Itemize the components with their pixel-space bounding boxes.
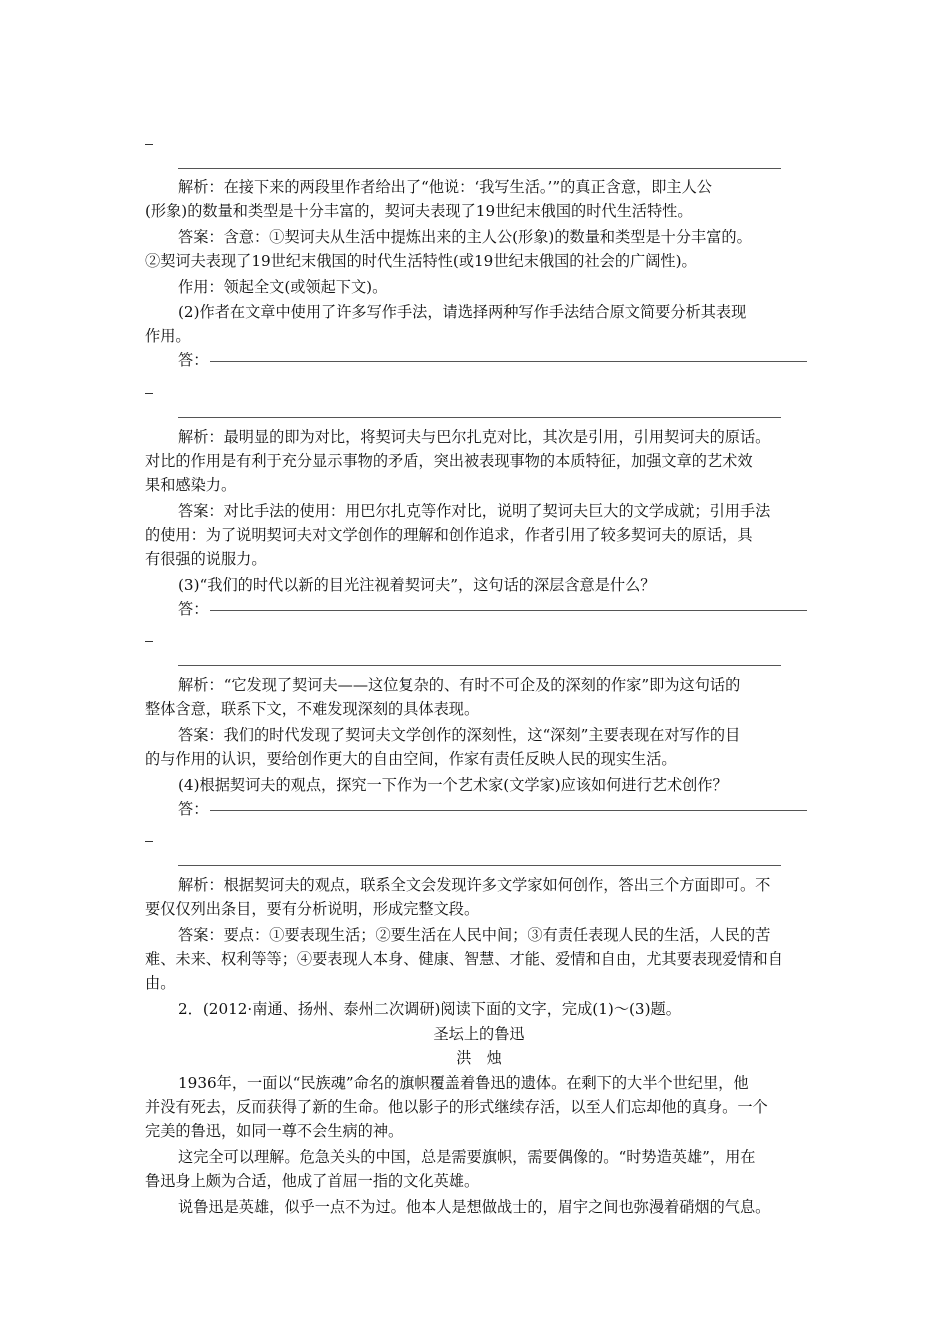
answer-line-stub [145, 393, 153, 394]
q2-analysis-line-2: 对比的作用是有利于充分显示事物的矛盾，突出被表现事物的本质特征，加强文章的艺术效 [145, 452, 753, 470]
q3-answer-field[interactable] [178, 597, 813, 621]
answer-line [178, 865, 781, 866]
article-para-line-4: 这完全可以理解。危急关头的中国，总是需要旗帜，需要偶像的。“时势造英雄”，用在 [178, 1148, 756, 1166]
q2-question-line-2: 作用。 [145, 327, 191, 345]
q4-analysis-line-1: 解析：根据契诃夫的观点，联系全文会发现许多文学家如何创作，答出三个方面即可。不 [178, 876, 771, 894]
q2-answer-blank [210, 361, 807, 362]
q3-answer-line-2: 的与作用的认识，要给创作更大的自由空间，作家有责任反映人民的现实生活。 [145, 750, 677, 768]
q1-effect: 作用：领起全文(或领起下文)。 [178, 278, 388, 296]
answer-line [178, 417, 781, 418]
q2-answer-line-3: 有很强的说服力。 [145, 550, 267, 568]
article-para-line-5: 鲁迅身上颇为合适，他成了首屈一指的文化英雄。 [145, 1172, 480, 1190]
q3-answer-line-1: 答案：我们的时代发现了契诃夫文学创作的深刻性，这“深刻”主要表现在对写作的目 [178, 726, 741, 744]
q3-answer-label: 答： [178, 600, 209, 618]
q1-answer-line-2: ②契诃夫表现了19世纪末俄国的时代生活特性(或19世纪末俄国的社会的广阔性)。 [145, 252, 697, 270]
answer-line-stub [145, 641, 153, 642]
q2-answer-line-2: 的使用：为了说明契诃夫对文学创作的理解和创作追求，作者引用了较多契诃夫的原话，具 [145, 526, 753, 544]
q3-analysis-line-1: 解析：“它发现了契诃夫——这位复杂的、有时不可企及的深刻的作家”即为这句话的 [178, 676, 741, 694]
q1-analysis-line-2: (形象)的数量和类型是十分丰富的，契诃夫表现了19世纪末俄国的时代生活特性。 [145, 202, 693, 220]
answer-line [178, 168, 781, 169]
article-para-line-3: 完美的鲁迅，如同一尊不会生病的神。 [145, 1122, 404, 1140]
q4-answer-line-1: 答案：要点：①要表现生活；②要生活在人民中间；③有责任表现人民的生活，人民的苦 [178, 926, 771, 944]
article-para-line-6: 说鲁迅是英雄，似乎一点不为过。他本人是想做战士的，眉宇之间也弥漫着硝烟的气息。 [178, 1198, 771, 1216]
answer-line [178, 665, 781, 666]
q4-answer-field[interactable] [178, 797, 813, 821]
q3-answer-blank [210, 610, 807, 611]
article-title: 圣坛上的鲁迅 [433, 1025, 525, 1043]
q2-answer-field[interactable] [178, 348, 813, 372]
q2-answer-label: 答： [178, 351, 209, 369]
q2-answer-line-1: 答案：对比手法的使用：用巴尔扎克等作对比，说明了契诃夫巨大的文学成就；引用手法 [178, 502, 771, 520]
article-para-line-1: 1936年，一面以“民族魂”命名的旗帜覆盖着鲁迅的遗体。在剩下的大半个世纪里，他 [178, 1074, 749, 1092]
q3-question: (3)“我们的时代以新的目光注视着契诃夫”，这句话的深层含意是什么？ [178, 576, 656, 594]
q4-answer-blank [210, 810, 807, 811]
q1-analysis-line-1: 解析：在接下来的两段里作者给出了“他说：‘我写生活。’”的真正含意，即主人公 [178, 178, 712, 196]
article-author: 洪 烛 [456, 1049, 502, 1067]
article-para-line-2: 并没有死去，反而获得了新的生命。他以影子的形式继续存活，以至人们忘却他的真身。一个 [145, 1098, 768, 1116]
q4-analysis-line-2: 要仅仅列出条目，要有分析说明，形成完整文段。 [145, 900, 480, 918]
q3-analysis-line-2: 整体含意，联系下文，不难发现深刻的具体表现。 [145, 700, 480, 718]
section2-intro: 2．(2012·南通、扬州、泰州二次调研)阅读下面的文字，完成(1)～(3)题。 [178, 1000, 681, 1018]
q2-analysis-line-1: 解析：最明显的即为对比，将契诃夫与巴尔扎克对比，其次是引用，引用契诃夫的原话。 [178, 428, 771, 446]
q4-answer-line-3: 由。 [145, 974, 176, 992]
q4-answer-line-2: 难、未来、权利等等；④要表现人本身、健康、智慧、才能、爱情和自由，尤其要表现爱情和自 [145, 950, 783, 968]
q4-answer-label: 答： [178, 800, 209, 818]
q2-analysis-line-3: 果和感染力。 [145, 476, 237, 494]
q2-question-line-1: (2)作者在文章中使用了许多写作手法，请选择两种写作手法结合原文简要分析其表现 [178, 303, 747, 321]
answer-line-stub [145, 144, 153, 145]
q4-question: (4)根据契诃夫的观点，探究一下作为一个艺术家(文学家)应该如何进行艺术创作？ [178, 776, 728, 794]
answer-line-stub [145, 841, 153, 842]
q1-answer-line-1: 答案：含意：①契诃夫从生活中提炼出来的主人公(形象)的数量和类型是十分丰富的。 [178, 228, 752, 246]
